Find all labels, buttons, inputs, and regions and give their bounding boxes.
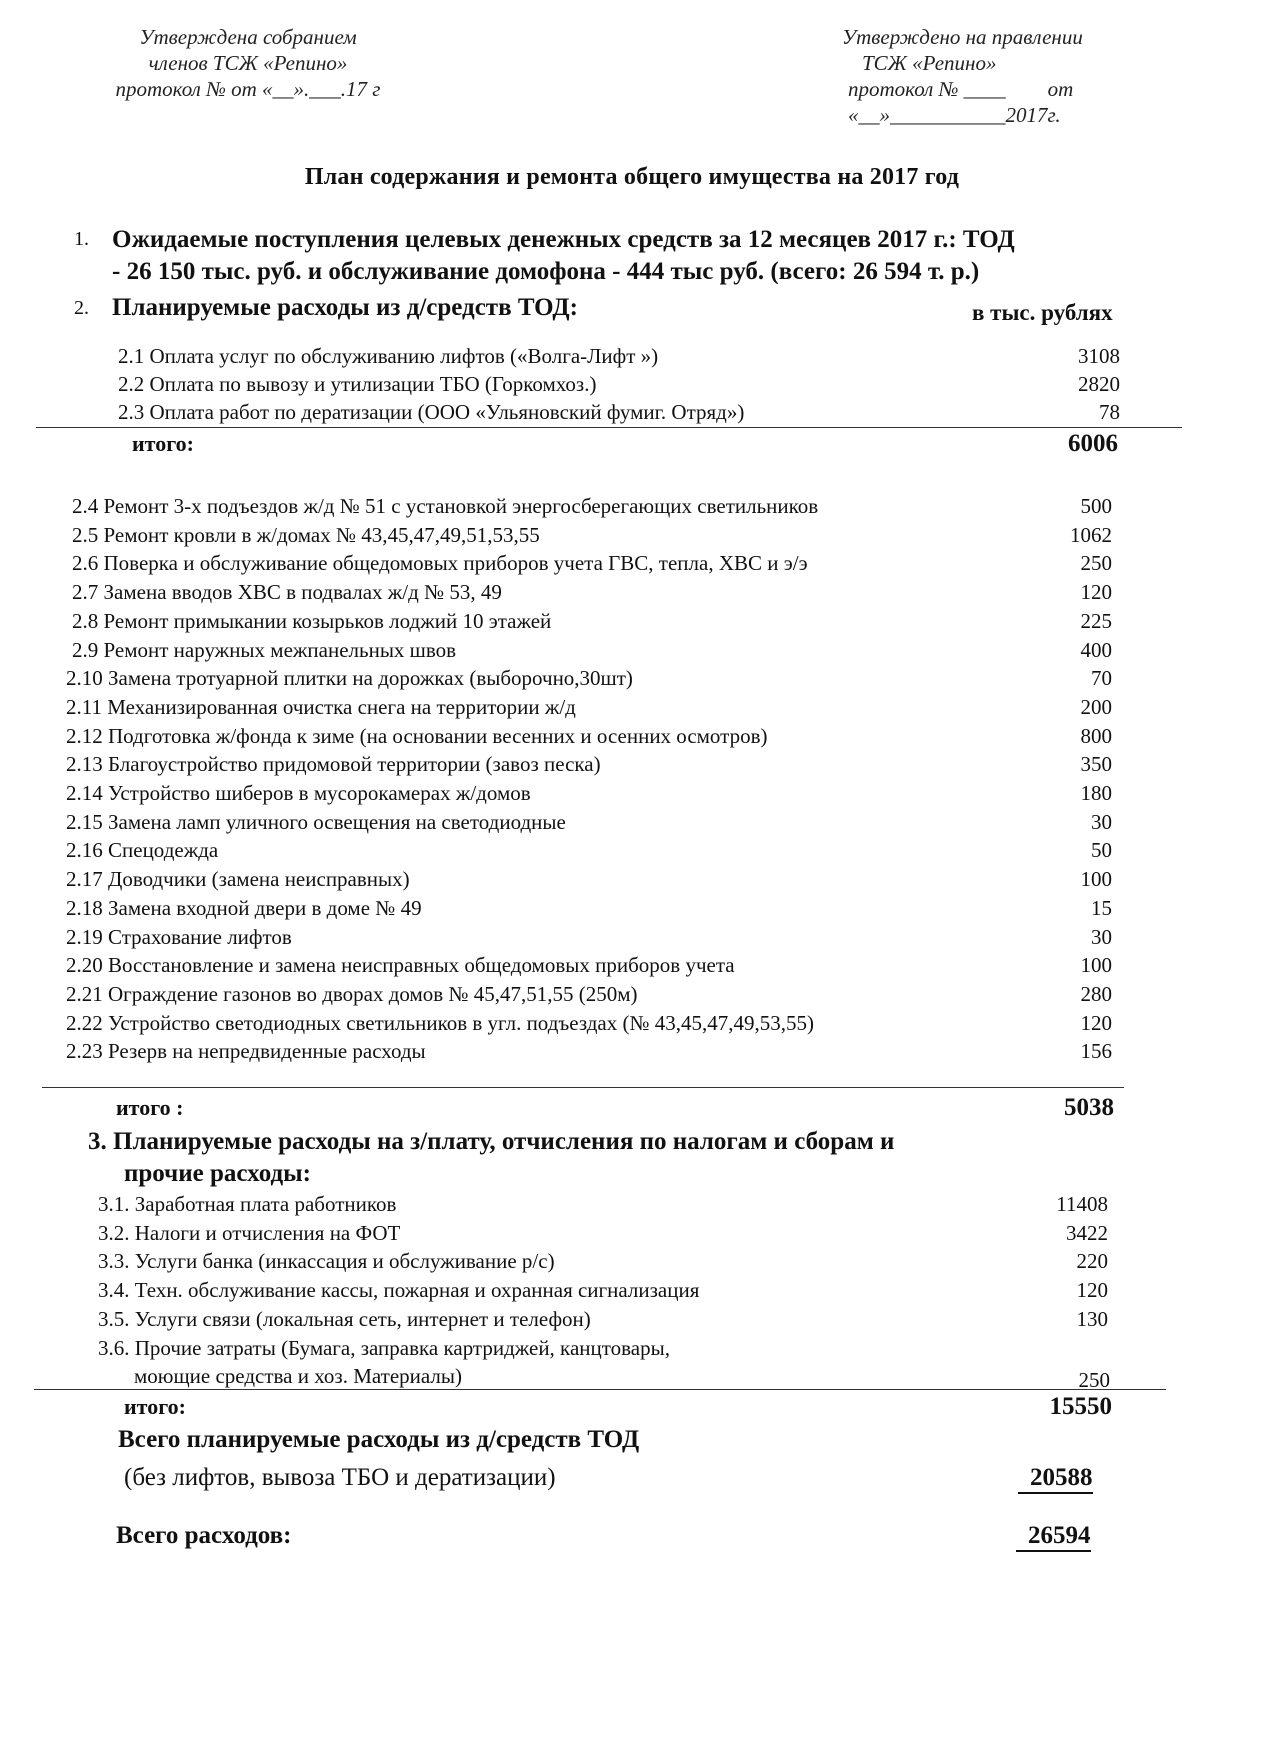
line-item [0, 1219, 1264, 1247]
line-item [0, 342, 1264, 370]
approval-right-line4: «__»___________2017г. [848, 103, 1061, 127]
line-item-label: 2.22 Устройство светодиодных светильников в угл. подъездах (№ 43,45,47,49,53,55) [66, 1010, 815, 1035]
line-item [0, 980, 1264, 1008]
item-3-6-value: 250 [1078, 1368, 1110, 1392]
line-item-value: 1062 [1070, 522, 1112, 547]
grand-tod-value [1018, 1464, 1093, 1494]
line-item [0, 636, 1264, 664]
line-item-label: 2.2 Оплата по вывозу и утилизации ТБО (Горкомхоз.) [118, 372, 597, 396]
line-item-label: 2.15 Замена ламп уличного освещения на светодиодные [66, 809, 566, 834]
group-b-rule [42, 1087, 1124, 1088]
line-item-label: 2.11 Механизированная очистка снега на территории ж/д [66, 694, 576, 719]
section-2-title: Планируемые расходы из д/средств ТОД: [112, 294, 578, 321]
approval-block-right [842, 24, 1142, 128]
line-item-label: 2.19 Страхование лифтов [66, 924, 292, 949]
approval-block-left [78, 24, 418, 102]
line-item-value: 225 [1080, 608, 1112, 633]
line-item-label: 2.17 Доводчики (замена неисправных) [66, 867, 410, 892]
total-b-row [0, 1094, 1264, 1122]
line-item-value: 30 [1091, 924, 1112, 949]
line-item [0, 1276, 1264, 1304]
line-item-label: 2.23 Резерв на непредвиденные расходы [66, 1039, 426, 1064]
total-b-label: итого : [116, 1095, 184, 1120]
line-item [0, 521, 1264, 549]
approval-right-line1: Утверждено на правлении [842, 25, 1083, 49]
line-item-value: 130 [1076, 1306, 1108, 1331]
line-item-value: 30 [1091, 809, 1112, 834]
line-item [0, 578, 1264, 606]
item-3-6-line1: 3.6. Прочие затраты (Бумага, заправка картриджей, канцтовары, [98, 1336, 670, 1360]
approval-left-line1: Утверждена собранием [139, 25, 357, 49]
line-item [0, 808, 1264, 836]
line-item-label: 2.14 Устройство шиберов в мусорокамерах ж/домов [66, 781, 531, 805]
line-item [0, 894, 1264, 922]
line-item-value: 350 [1080, 752, 1112, 777]
total-c-row [0, 1393, 1264, 1421]
total-a-row [0, 430, 1264, 458]
line-item [0, 1037, 1264, 1065]
line-item-value: 400 [1080, 637, 1112, 662]
section-3-heading [88, 1126, 894, 1190]
total-b-value: 5038 [1064, 1094, 1114, 1121]
line-item-label: 3.1. Заработная плата работников [98, 1192, 397, 1216]
line-item-value: 180 [1080, 781, 1112, 805]
line-item-label: 2.12 Подготовка ж/фонда к зиме (на основании весенних и осенних осмотров) [66, 723, 768, 748]
approval-left-line2: членов ТСЖ «Репино» [148, 51, 348, 75]
line-item-label: 3.4. Техн. обслуживание кассы, пожарная и охранная сигнализация [98, 1278, 700, 1303]
total-c-label: итого: [124, 1394, 186, 1419]
grand-total-value [1016, 1522, 1091, 1552]
line-item-label: 2.13 Благоустройство придомовой территории (завоз песка) [66, 752, 601, 777]
line-item-label: 2.7 Замена вводов ХВС в подвалах ж/д № 53, 49 [72, 580, 502, 605]
approval-left-line3: протокол № от «__».___.17 г [115, 77, 381, 101]
line-item-label: 2.1 Оплата услуг по обслуживанию лифтов («Волга-Лифт ») [118, 344, 659, 368]
line-item [0, 836, 1264, 864]
line-item-value: 15 [1091, 895, 1112, 920]
line-item-value: 70 [1091, 666, 1112, 691]
line-item-value: 200 [1080, 694, 1112, 719]
line-item-label: 3.2. Налоги и отчисления на ФОТ [98, 1220, 401, 1245]
item-3-6-line2: моющие средства и хоз. Материалы) [134, 1364, 462, 1388]
line-item-label: 2.10 Замена тротуарной плитки на дорожках (выборочно,30шт) [66, 666, 633, 691]
line-item-label: 2.5 Ремонт кровли в ж/домах № 43,45,47,49,51,53,55 [72, 522, 540, 547]
line-item-label: 2.9 Ремонт наружных межпанельных швов [72, 637, 457, 662]
section-1-line2: - 26 150 тыс. руб. и обслуживание домофона - 444 тыс руб. (всего: 26 594 т. р.) [112, 258, 980, 285]
line-item-label: 3.5. Услуги связи (локальная сеть, интернет и телефон) [98, 1306, 591, 1331]
line-item [0, 722, 1264, 750]
line-item-label: 3.3. Услуги банка (инкассация и обслуживание р/с) [98, 1249, 555, 1274]
line-item-value: 100 [1080, 953, 1112, 978]
document-title: План содержания и ремонта общего имущества на 2017 год [304, 164, 960, 190]
line-item-label: 2.18 Замена входной двери в доме № 49 [66, 895, 422, 920]
grand-total-label: Всего расходов: [116, 1522, 292, 1549]
total-a-value: 6006 [1068, 430, 1118, 457]
total-a-label: итого: [132, 431, 194, 456]
approval-right-line3: протокол № ____ от [848, 77, 1074, 101]
line-item-value: 280 [1080, 981, 1112, 1006]
group-c-rule [34, 1389, 1166, 1390]
line-item [0, 693, 1264, 721]
section-3-line1: 3. Планируемые расходы на з/плату, отчисления по налогам и сборам и [88, 1128, 895, 1155]
line-item-label: 2.16 Спецодежда [66, 838, 219, 863]
grand-total-value-text: 26594 [1028, 1522, 1091, 1549]
section-2-number: 2. [74, 297, 89, 319]
total-c-value: 15550 [1049, 1393, 1112, 1420]
line-item [0, 492, 1264, 520]
line-item [0, 1190, 1264, 1218]
line-item [0, 370, 1264, 398]
section-1-number: 1. [74, 228, 89, 250]
line-item [0, 549, 1264, 577]
line-item-value: 11408 [1056, 1192, 1108, 1216]
units-label: в тыс. рублях [972, 300, 1113, 325]
line-item [0, 779, 1264, 807]
group-a-rule [36, 427, 1182, 428]
line-item-label: 2.20 Восстановление и замена неисправных общедомовых приборов учета [66, 953, 735, 978]
approval-right-line2: ТСЖ «Репино» [862, 51, 997, 75]
line-item [0, 1247, 1264, 1275]
line-item-value: 156 [1080, 1039, 1112, 1064]
line-item-label: 2.8 Ремонт примыкании козырьков лоджий 10 этажей [72, 608, 552, 633]
line-item [0, 1305, 1264, 1333]
line-item [0, 951, 1264, 979]
line-item-value: 50 [1091, 838, 1112, 863]
line-item [0, 664, 1264, 692]
line-item-value: 3422 [1066, 1220, 1108, 1245]
section-1-line1: Ожидаемые поступления целевых денежных средств за 12 месяцев 2017 г.: ТОД [112, 226, 1015, 253]
line-item-value: 120 [1080, 1010, 1112, 1035]
line-item [0, 865, 1264, 893]
line-item-value: 100 [1080, 867, 1112, 892]
line-item [0, 607, 1264, 635]
line-item-value: 500 [1080, 494, 1112, 518]
line-item-value: 800 [1080, 723, 1112, 748]
line-item-value: 78 [1099, 400, 1120, 424]
line-item-value: 120 [1080, 580, 1112, 605]
line-item [0, 750, 1264, 778]
section-3-line2: прочие расходы: [124, 1160, 311, 1187]
line-item [0, 398, 1264, 426]
line-item-label: 2.4 Ремонт 3-х подъездов ж/д № 51 с установкой энергосберегающих светильников [72, 494, 819, 518]
line-item-label: 2.6 Поверка и обслуживание общедомовых приборов учета ГВС, тепла, ХВС и э/э [72, 551, 808, 576]
line-item-label: 2.3 Оплата работ по дератизации (ООО «Ульяновский фумиг. Отряд») [118, 400, 745, 424]
grand-tod-value-text: 20588 [1030, 1464, 1093, 1491]
line-item-value: 3108 [1078, 344, 1120, 368]
grand-tod-line1: Всего планируемые расходы из д/средств ТОД [118, 1426, 640, 1453]
line-item-value: 2820 [1078, 372, 1120, 396]
line-item [0, 1009, 1264, 1037]
line-item [0, 923, 1264, 951]
line-item-value: 250 [1080, 551, 1112, 576]
line-item-label: 2.21 Ограждение газонов во дворах домов № 45,47,51,55 (250м) [66, 981, 638, 1006]
line-item-value: 120 [1076, 1278, 1108, 1303]
line-item-value: 220 [1076, 1249, 1108, 1274]
grand-tod-line2: (без лифтов, вывоза ТБО и дератизации) [124, 1464, 556, 1491]
